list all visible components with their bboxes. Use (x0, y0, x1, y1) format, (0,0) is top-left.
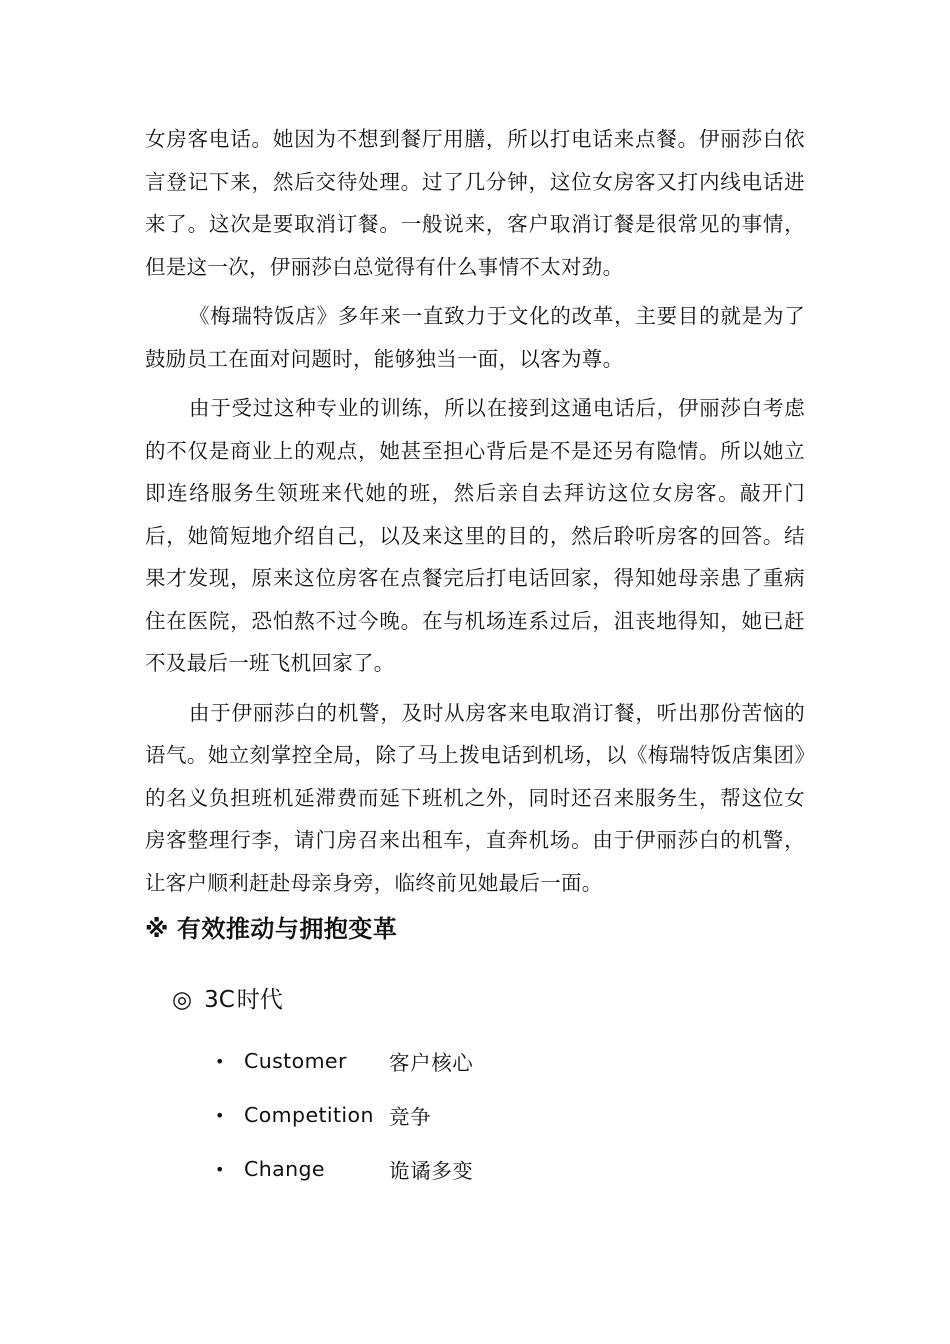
paragraph-2: 《梅瑞特饭店》多年来一直致力于文化的改革，主要目的就是为了鼓励员工在面对问题时，能够独当一面，以客为尊。 (145, 304, 805, 371)
section-heading-text: 有效推动与拥抱变革 (176, 915, 398, 943)
bullet-icon: • (215, 1051, 225, 1071)
reference-mark-icon: ※ (145, 915, 169, 943)
bullet-list (215, 1034, 805, 1196)
bullet-description: 竞争 (389, 1105, 432, 1129)
bullet-term: Change (244, 1157, 325, 1181)
bullet-term: Customer (244, 1049, 347, 1073)
sub-heading-number: 3C (204, 987, 235, 1013)
sub-heading-text: 时代 (236, 987, 283, 1013)
section-heading (145, 907, 805, 951)
bullet-description: 客户核心 (389, 1051, 474, 1075)
bullseye-icon: ◎ (172, 987, 193, 1013)
sub-heading (172, 978, 805, 1022)
list-item (215, 1142, 805, 1196)
document-page (145, 118, 805, 1196)
list-item (215, 1088, 805, 1142)
bullet-description: 诡谲多变 (389, 1159, 474, 1183)
bullet-icon: • (215, 1105, 225, 1125)
paragraph-1: 女房客电话。她因为不想到餐厅用膳，所以打电话来点餐。伊丽莎白依言登记下来，然后交待处理。过了几分钟，这位女房客又打内线电话进来了。这次是要取消订餐。一般说来，客户取消订餐是很常见的事情，但是这一次，伊丽莎白总觉得有什么事情不太对劲。 (145, 127, 805, 279)
bullet-icon: • (215, 1159, 225, 1179)
paragraph-3: 由于受过这种专业的训练，所以在接到这通电话后，伊丽莎白考虑的不仅是商业上的观点，她甚至担心背后是不是还另有隐情。所以她立即连络服务生领班来代她的班，然后亲自去拜访这位女房客。敲开门后，她简短地介绍自己，以及来这里的目的，然后聆听房客的回答。结果才发现，原来这位房客在点餐完后打电话回家，得知她母亲患了重病住在医院，恐怕熬不过今晚。在与机场连系过后，沮丧地得知，她已赶不及最后一班飞机回家了。 (145, 396, 805, 675)
list-item (215, 1034, 805, 1088)
bullet-term: Competition (244, 1103, 374, 1127)
paragraph-4: 由于伊丽莎白的机警，及时从房客来电取消订餐，听出那份苦恼的语气。她立刻掌控全局，除了马上拨电话到机场，以《梅瑞特饭店集团》的名义负担班机延滞费而延下班机之外，同时还召来服务生，帮这位女房客整理行李，请门房召来出租车，直奔机场。由于伊丽莎白的机警，让客户顺利赶赴母亲身旁，临终前见她最后一面。 (145, 700, 805, 895)
